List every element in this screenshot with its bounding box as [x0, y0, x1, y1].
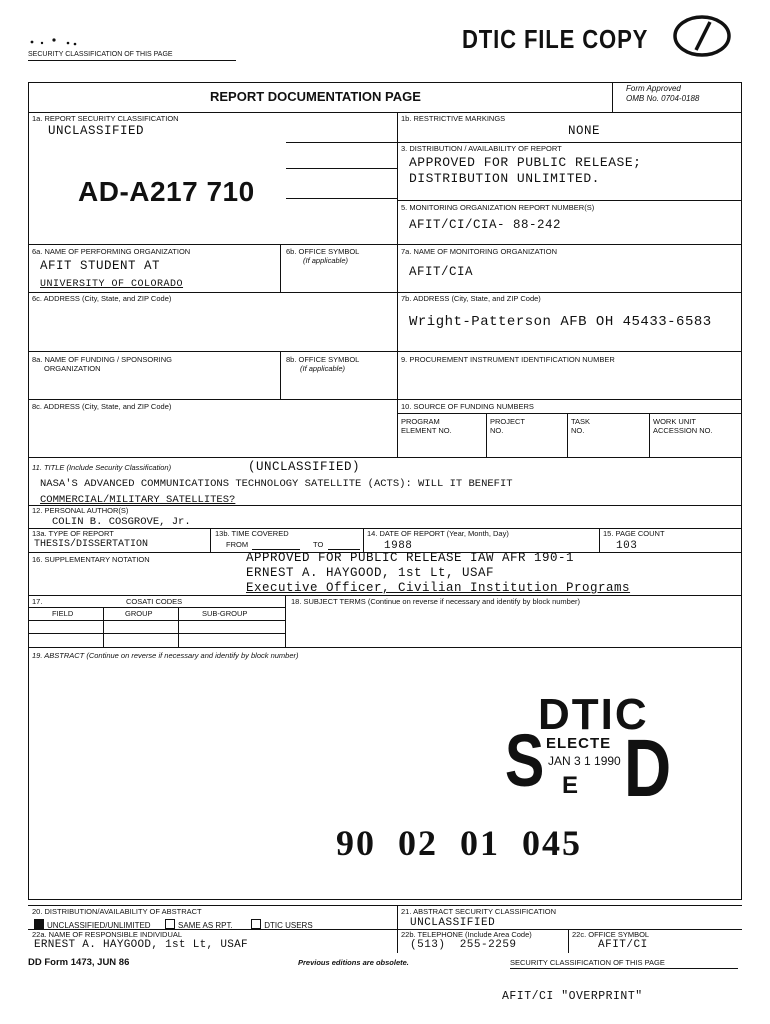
- b10-program-1: PROGRAM: [401, 417, 440, 426]
- omb-number: OMB No. 0704-0188: [626, 94, 700, 103]
- b14-label: 14. DATE OF REPORT (Year, Month, Day): [367, 529, 509, 538]
- file-copy-stamp: DTIC FILE COPY: [462, 24, 649, 54]
- stamp-date: JAN 3 1 1990: [548, 754, 621, 768]
- b17-group: GROUP: [125, 609, 153, 618]
- b21-value: UNCLASSIFIED: [410, 917, 496, 929]
- b8b-label-1: 8b. OFFICE SYMBOL: [286, 355, 360, 364]
- b11-value-2: COMMERCIAL/MILITARY SATELLITES?: [40, 494, 236, 506]
- stamp-electe: ELECTE: [546, 735, 612, 752]
- b20-opt3: DTIC USERS: [264, 921, 313, 930]
- b15-label: 15. PAGE COUNT: [603, 529, 665, 538]
- b22b-label: 22b. TELEPHONE (Include Area Code): [401, 930, 532, 939]
- b10-work-2: ACCESSION NO.: [653, 426, 713, 435]
- stamp-dtic: DTIC: [538, 690, 649, 739]
- dtic-stamp: [500, 690, 680, 840]
- b13a-value: THESIS/DISSERTATION: [34, 539, 149, 550]
- b7a-label: 7a. NAME OF MONITORING ORGANIZATION: [401, 247, 557, 256]
- b10-task-1: TASK: [571, 417, 591, 426]
- stamp-d: D: [623, 723, 672, 814]
- b17-label: 17.: [32, 597, 43, 606]
- b8a-label-1: 8a. NAME OF FUNDING / SPONSORING: [32, 355, 173, 364]
- b6b-label-1: 6b. OFFICE SYMBOL: [286, 247, 360, 256]
- b5-label: 5. MONITORING ORGANIZATION REPORT NUMBER(S): [401, 203, 595, 212]
- b22a-label: 22a. NAME OF RESPONSIBLE INDIVIDUAL: [32, 930, 183, 939]
- b7b-label: 7b. ADDRESS (City, State, and ZIP Code): [401, 294, 541, 303]
- b8c-label: 8c. ADDRESS (City, State, and ZIP Code): [32, 402, 172, 411]
- stamp-s: S: [504, 719, 545, 802]
- accession-number: 90 02 01 045: [336, 823, 582, 863]
- b22a-value: ERNEST A. HAYGOOD, 1st Lt, USAF: [34, 939, 248, 951]
- b8b-label-2: (If applicable): [300, 364, 346, 373]
- b1b-value: NONE: [568, 124, 601, 138]
- b11-class: (UNCLASSIFIED): [248, 460, 361, 474]
- b3-value-2: DISTRIBUTION UNLIMITED.: [409, 171, 600, 186]
- form-id: DD Form 1473, JUN 86: [28, 957, 130, 968]
- b11-value-1: NASA'S ADVANCED COMMUNICATIONS TECHNOLOGY SATELLITE (ACTS): WILL IT BENEFIT: [40, 478, 513, 490]
- b18-label: 18. SUBJECT TERMS (Continue on reverse if necessary and identify by block number): [291, 597, 581, 606]
- b10-work-1: WORK UNIT: [653, 417, 696, 426]
- b20-opt1: UNCLASSIFIED/UNLIMITED: [47, 921, 151, 930]
- b11-label: 11. TITLE (Include Security Classification): [32, 463, 172, 472]
- b6b-label-2: (If applicable): [303, 256, 349, 265]
- b5-value: AFIT/CI/CIA- 88-242: [409, 218, 562, 232]
- b21-label: 21. ABSTRACT SECURITY CLASSIFICATION: [401, 907, 557, 916]
- b16-value-2: ERNEST A. HAYGOOD, 1st Lt, USAF: [246, 566, 495, 580]
- b22b-value: (513) 255-2259: [410, 939, 517, 951]
- b10-task-2: NO.: [571, 426, 585, 435]
- b10-program-2: ELEMENT NO.: [401, 426, 452, 435]
- checkbox-unclassified[interactable]: [34, 919, 44, 929]
- b17-field: FIELD: [52, 609, 74, 618]
- overprint: AFIT/CI "OVERPRINT": [502, 990, 643, 1003]
- b8a-label-2: ORGANIZATION: [44, 364, 101, 373]
- checkbox-dtic-users[interactable]: [251, 919, 261, 929]
- b6a-value-1: AFIT STUDENT AT: [40, 259, 161, 273]
- b20-opt2: SAME AS RPT.: [178, 921, 233, 930]
- form-approved: Form Approved: [626, 84, 681, 93]
- b10-label: 10. SOURCE OF FUNDING NUMBERS: [401, 402, 534, 411]
- checkbox-same-as-rpt[interactable]: [165, 919, 175, 929]
- b3-label: 3. DISTRIBUTION / AVAILABILITY OF REPORT: [401, 144, 562, 153]
- b14-value: 1988: [384, 540, 413, 552]
- b16-value-3: Executive Officer, Civilian Institution Programs: [246, 581, 631, 595]
- b17-subgroup: SUB-GROUP: [202, 609, 248, 618]
- b6a-value-2: UNIVERSITY OF COLORADO: [40, 279, 184, 290]
- b7b-value: Wright-Patterson AFB OH 45433-6583: [409, 314, 712, 330]
- b3-value-1: APPROVED FOR PUBLIC RELEASE;: [409, 155, 642, 170]
- security-caption-top: SECURITY CLASSIFICATION OF THIS PAGE: [28, 51, 173, 58]
- b13b-from: FROM: [226, 540, 249, 549]
- b17-cosati: COSATI CODES: [126, 597, 183, 606]
- b12-value: COLIN B. COSGROVE, Jr.: [52, 516, 191, 528]
- b19-label: 19. ABSTRACT (Continue on reverse if necessary and identify by block number): [32, 651, 299, 660]
- b13b-label: 13b. TIME COVERED: [215, 529, 289, 538]
- corner-stamp: [672, 14, 732, 58]
- b6c-label: 6c. ADDRESS (City, State, and ZIP Code): [32, 294, 172, 303]
- b1b-label: 1b. RESTRICTIVE MARKINGS: [401, 114, 506, 123]
- b7a-value: AFIT/CIA: [409, 265, 474, 279]
- ad-number: AD-A217 710: [78, 176, 255, 207]
- b16-value-1: APPROVED FOR PUBLIC RELEASE IAW AFR 190-1: [246, 551, 575, 565]
- b6a-label: 6a. NAME OF PERFORMING ORGANIZATION: [32, 247, 191, 256]
- previous-editions: Previous editions are obsolete.: [298, 958, 409, 967]
- b10-project-2: NO.: [490, 426, 504, 435]
- b9-label: 9. PROCUREMENT INSTRUMENT IDENTIFICATION NUMBER: [401, 355, 615, 364]
- b1a-label: 1a. REPORT SECURITY CLASSIFICATION: [32, 114, 179, 123]
- b13a-label: 13a. TYPE OF REPORT: [32, 529, 114, 538]
- b20-label: 20. DISTRIBUTION/AVAILABILITY OF ABSTRACT: [32, 907, 202, 916]
- b15-value: 103: [616, 540, 638, 552]
- b22c-label: 22c. OFFICE SYMBOL: [572, 930, 650, 939]
- security-caption-bottom: SECURITY CLASSIFICATION OF THIS PAGE: [510, 958, 665, 967]
- b1a-value: UNCLASSIFIED: [48, 124, 145, 138]
- scan-specks: [28, 34, 108, 48]
- b10-project-1: PROJECT: [490, 417, 526, 426]
- b16-label: 16. SUPPLEMENTARY NOTATION: [32, 555, 150, 564]
- b22c-value: AFIT/CI: [598, 939, 648, 951]
- stamp-e: E: [562, 772, 579, 799]
- b12-label: 12. PERSONAL AUTHOR(S): [32, 506, 129, 515]
- form-title: REPORT DOCUMENTATION PAGE: [210, 89, 421, 104]
- b13b-to: TO: [313, 540, 324, 549]
